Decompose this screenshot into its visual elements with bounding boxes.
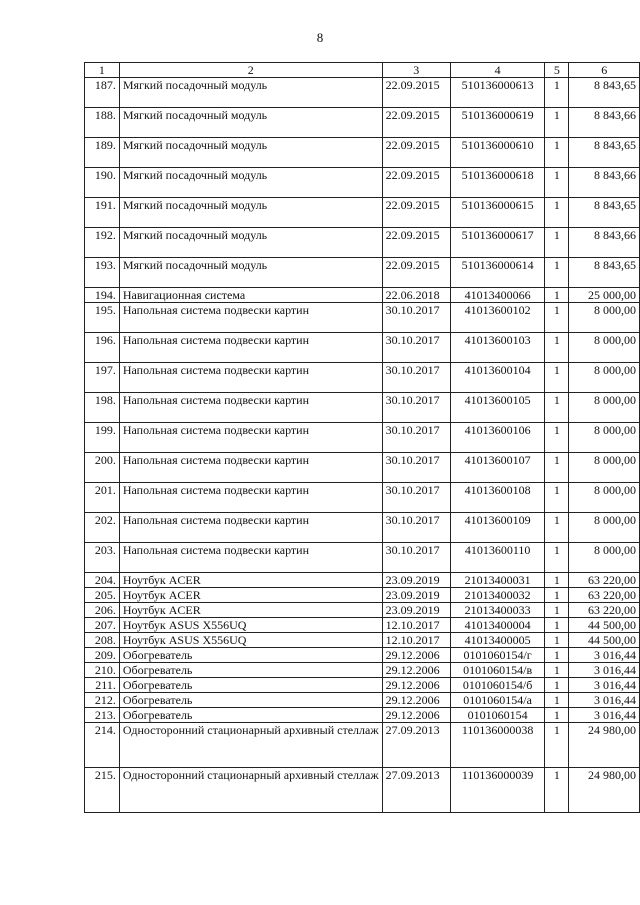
item-name: Напольная система подвески картин (119, 303, 382, 333)
item-quantity: 1 (545, 78, 569, 108)
inventory-number: 41013600103 (450, 333, 545, 363)
row-number: 203. (85, 543, 120, 573)
item-quantity: 1 (545, 603, 569, 618)
row-number: 207. (85, 618, 120, 633)
inventory-number: 0101060154/г (450, 648, 545, 663)
item-quantity: 1 (545, 618, 569, 633)
row-number: 206. (85, 603, 120, 618)
row-number: 215. (85, 768, 120, 813)
row-number: 205. (85, 588, 120, 603)
item-amount: 63 220,00 (569, 603, 640, 618)
table-header-row (85, 63, 640, 78)
item-amount: 24 980,00 (569, 768, 640, 813)
item-amount: 8 843,65 (569, 138, 640, 168)
item-name: Ноутбук ACER (119, 573, 382, 588)
item-amount: 24 980,00 (569, 723, 640, 768)
row-number: 188. (85, 108, 120, 138)
inventory-number: 510136000614 (450, 258, 545, 288)
item-quantity: 1 (545, 588, 569, 603)
row-number: 189. (85, 138, 120, 168)
row-number: 200. (85, 453, 120, 483)
table-row (85, 693, 640, 708)
item-date: 22.06.2018 (382, 288, 450, 303)
item-date: 30.10.2017 (382, 513, 450, 543)
table-row (85, 543, 640, 573)
row-number: 208. (85, 633, 120, 648)
inventory-number: 41013600106 (450, 423, 545, 453)
item-amount: 8 843,66 (569, 108, 640, 138)
table-row (85, 513, 640, 543)
item-quantity: 1 (545, 708, 569, 723)
inventory-number: 110136000038 (450, 723, 545, 768)
item-amount: 63 220,00 (569, 588, 640, 603)
item-amount: 8 000,00 (569, 333, 640, 363)
table-row (85, 288, 640, 303)
item-quantity: 1 (545, 198, 569, 228)
table-row (85, 573, 640, 588)
item-name: Напольная система подвески картин (119, 483, 382, 513)
item-date: 23.09.2019 (382, 588, 450, 603)
item-name: Мягкий посадочный модуль (119, 228, 382, 258)
item-name: Ноутбук ACER (119, 588, 382, 603)
item-date: 30.10.2017 (382, 483, 450, 513)
row-number: 199. (85, 423, 120, 453)
item-name: Обогреватель (119, 663, 382, 678)
table-row (85, 423, 640, 453)
item-quantity: 1 (545, 453, 569, 483)
row-number: 214. (85, 723, 120, 768)
item-quantity: 1 (545, 168, 569, 198)
item-amount: 8 843,65 (569, 78, 640, 108)
item-quantity: 1 (545, 303, 569, 333)
row-number: 209. (85, 648, 120, 663)
item-amount: 8 000,00 (569, 303, 640, 333)
table-row (85, 78, 640, 108)
item-name: Мягкий посадочный модуль (119, 138, 382, 168)
item-date: 22.09.2015 (382, 198, 450, 228)
item-amount: 8 000,00 (569, 453, 640, 483)
row-number: 195. (85, 303, 120, 333)
item-date: 22.09.2015 (382, 258, 450, 288)
inventory-number: 510136000613 (450, 78, 545, 108)
table-row (85, 168, 640, 198)
inventory-number: 41013400005 (450, 633, 545, 648)
item-date: 23.09.2019 (382, 603, 450, 618)
inventory-table (84, 62, 640, 813)
item-amount: 8 000,00 (569, 363, 640, 393)
table-row (85, 393, 640, 423)
inventory-number: 510136000619 (450, 108, 545, 138)
item-date: 30.10.2017 (382, 363, 450, 393)
item-date: 12.10.2017 (382, 618, 450, 633)
table-row (85, 588, 640, 603)
item-date: 29.12.2006 (382, 648, 450, 663)
row-number: 187. (85, 78, 120, 108)
row-number: 212. (85, 693, 120, 708)
inventory-number: 41013600109 (450, 513, 545, 543)
item-date: 12.10.2017 (382, 633, 450, 648)
item-date: 22.09.2015 (382, 168, 450, 198)
item-quantity: 1 (545, 573, 569, 588)
item-amount: 8 843,65 (569, 258, 640, 288)
table-row (85, 633, 640, 648)
header-col-5: 5 (545, 63, 569, 78)
item-quantity: 1 (545, 543, 569, 573)
item-amount: 3 016,44 (569, 693, 640, 708)
table-row (85, 363, 640, 393)
row-number: 191. (85, 198, 120, 228)
item-quantity: 1 (545, 108, 569, 138)
item-name: Напольная система подвески картин (119, 543, 382, 573)
item-quantity: 1 (545, 663, 569, 678)
item-name: Мягкий посадочный модуль (119, 198, 382, 228)
item-date: 29.12.2006 (382, 693, 450, 708)
item-amount: 8 843,65 (569, 198, 640, 228)
item-quantity: 1 (545, 228, 569, 258)
inventory-number: 510136000617 (450, 228, 545, 258)
row-number: 204. (85, 573, 120, 588)
item-quantity: 1 (545, 693, 569, 708)
item-date: 30.10.2017 (382, 543, 450, 573)
table-row (85, 258, 640, 288)
row-number: 210. (85, 663, 120, 678)
inventory-number: 41013400066 (450, 288, 545, 303)
item-name: Мягкий посадочный модуль (119, 258, 382, 288)
inventory-number: 110136000039 (450, 768, 545, 813)
item-name: Обогреватель (119, 693, 382, 708)
item-name: Обогреватель (119, 708, 382, 723)
inventory-number: 0101060154/в (450, 663, 545, 678)
item-name: Напольная система подвески картин (119, 363, 382, 393)
row-number: 194. (85, 288, 120, 303)
item-quantity: 1 (545, 393, 569, 423)
item-quantity: 1 (545, 678, 569, 693)
item-amount: 8 000,00 (569, 543, 640, 573)
header-col-1: 1 (85, 63, 120, 78)
table-row (85, 303, 640, 333)
item-date: 22.09.2015 (382, 138, 450, 168)
table-row (85, 108, 640, 138)
item-date: 30.10.2017 (382, 453, 450, 483)
item-amount: 8 843,66 (569, 168, 640, 198)
inventory-number: 41013600108 (450, 483, 545, 513)
item-quantity: 1 (545, 333, 569, 363)
item-date: 30.10.2017 (382, 393, 450, 423)
item-date: 27.09.2013 (382, 768, 450, 813)
item-quantity: 1 (545, 633, 569, 648)
inventory-number: 0101060154 (450, 708, 545, 723)
item-name: Мягкий посадочный модуль (119, 78, 382, 108)
inventory-number: 510136000618 (450, 168, 545, 198)
item-quantity: 1 (545, 258, 569, 288)
row-number: 211. (85, 678, 120, 693)
table-row (85, 138, 640, 168)
item-amount: 44 500,00 (569, 633, 640, 648)
inventory-number: 21013400031 (450, 573, 545, 588)
item-name: Напольная система подвески картин (119, 393, 382, 423)
header-col-3: 3 (382, 63, 450, 78)
item-date: 29.12.2006 (382, 678, 450, 693)
row-number: 190. (85, 168, 120, 198)
item-quantity: 1 (545, 723, 569, 768)
table-row (85, 678, 640, 693)
item-name: Мягкий посадочный модуль (119, 168, 382, 198)
table-row (85, 333, 640, 363)
row-number: 193. (85, 258, 120, 288)
inventory-number: 41013600110 (450, 543, 545, 573)
table-row (85, 603, 640, 618)
table-row (85, 618, 640, 633)
item-amount: 3 016,44 (569, 678, 640, 693)
inventory-number: 41013400004 (450, 618, 545, 633)
item-date: 30.10.2017 (382, 333, 450, 363)
inventory-number: 0101060154/а (450, 693, 545, 708)
item-quantity: 1 (545, 138, 569, 168)
item-amount: 8 000,00 (569, 393, 640, 423)
item-date: 22.09.2015 (382, 78, 450, 108)
row-number: 201. (85, 483, 120, 513)
header-col-2: 2 (119, 63, 382, 78)
item-date: 30.10.2017 (382, 303, 450, 333)
table-row (85, 228, 640, 258)
row-number: 198. (85, 393, 120, 423)
item-date: 30.10.2017 (382, 423, 450, 453)
row-number: 202. (85, 513, 120, 543)
inventory-number: 41013600102 (450, 303, 545, 333)
item-amount: 8 000,00 (569, 483, 640, 513)
item-name: Напольная система подвески картин (119, 333, 382, 363)
item-date: 22.09.2015 (382, 228, 450, 258)
table-row (85, 648, 640, 663)
item-amount: 63 220,00 (569, 573, 640, 588)
header-col-4: 4 (450, 63, 545, 78)
item-name: Напольная система подвески картин (119, 513, 382, 543)
item-name: Односторонний стационарный архивный стеллаж (119, 768, 382, 813)
page-number: 8 (316, 30, 324, 45)
table-row (85, 453, 640, 483)
item-date: 23.09.2019 (382, 573, 450, 588)
table-row (85, 768, 640, 813)
item-name: Навигационная система (119, 288, 382, 303)
table-row (85, 483, 640, 513)
item-date: 29.12.2006 (382, 708, 450, 723)
item-name: Обогреватель (119, 678, 382, 693)
item-amount: 3 016,44 (569, 708, 640, 723)
item-quantity: 1 (545, 648, 569, 663)
item-name: Ноутбук ASUS X556UQ (119, 618, 382, 633)
inventory-number: 510136000615 (450, 198, 545, 228)
inventory-number: 41013600105 (450, 393, 545, 423)
item-amount: 3 016,44 (569, 648, 640, 663)
item-name: Односторонний стационарный архивный стеллаж (119, 723, 382, 768)
item-name: Напольная система подвески картин (119, 453, 382, 483)
row-number: 192. (85, 228, 120, 258)
inventory-number: 41013600104 (450, 363, 545, 393)
item-quantity: 1 (545, 363, 569, 393)
item-date: 22.09.2015 (382, 108, 450, 138)
row-number: 196. (85, 333, 120, 363)
item-amount: 8 000,00 (569, 513, 640, 543)
item-quantity: 1 (545, 423, 569, 453)
inventory-number: 21013400033 (450, 603, 545, 618)
item-name: Ноутбук ACER (119, 603, 382, 618)
item-quantity: 1 (545, 483, 569, 513)
item-date: 27.09.2013 (382, 723, 450, 768)
table-row (85, 708, 640, 723)
row-number: 213. (85, 708, 120, 723)
item-amount: 44 500,00 (569, 618, 640, 633)
inventory-number: 0101060154/б (450, 678, 545, 693)
item-name: Напольная система подвески картин (119, 423, 382, 453)
item-quantity: 1 (545, 513, 569, 543)
item-amount: 8 843,66 (569, 228, 640, 258)
inventory-number: 41013600107 (450, 453, 545, 483)
item-name: Мягкий посадочный модуль (119, 108, 382, 138)
item-amount: 25 000,00 (569, 288, 640, 303)
header-col-6: 6 (569, 63, 640, 78)
item-name: Обогреватель (119, 648, 382, 663)
item-amount: 8 000,00 (569, 423, 640, 453)
item-name: Ноутбук ASUS X556UQ (119, 633, 382, 648)
table-row (85, 663, 640, 678)
item-quantity: 1 (545, 288, 569, 303)
inventory-number: 510136000610 (450, 138, 545, 168)
item-date: 29.12.2006 (382, 663, 450, 678)
table-row (85, 723, 640, 768)
inventory-number: 21013400032 (450, 588, 545, 603)
item-amount: 3 016,44 (569, 663, 640, 678)
table-row (85, 198, 640, 228)
item-quantity: 1 (545, 768, 569, 813)
row-number: 197. (85, 363, 120, 393)
